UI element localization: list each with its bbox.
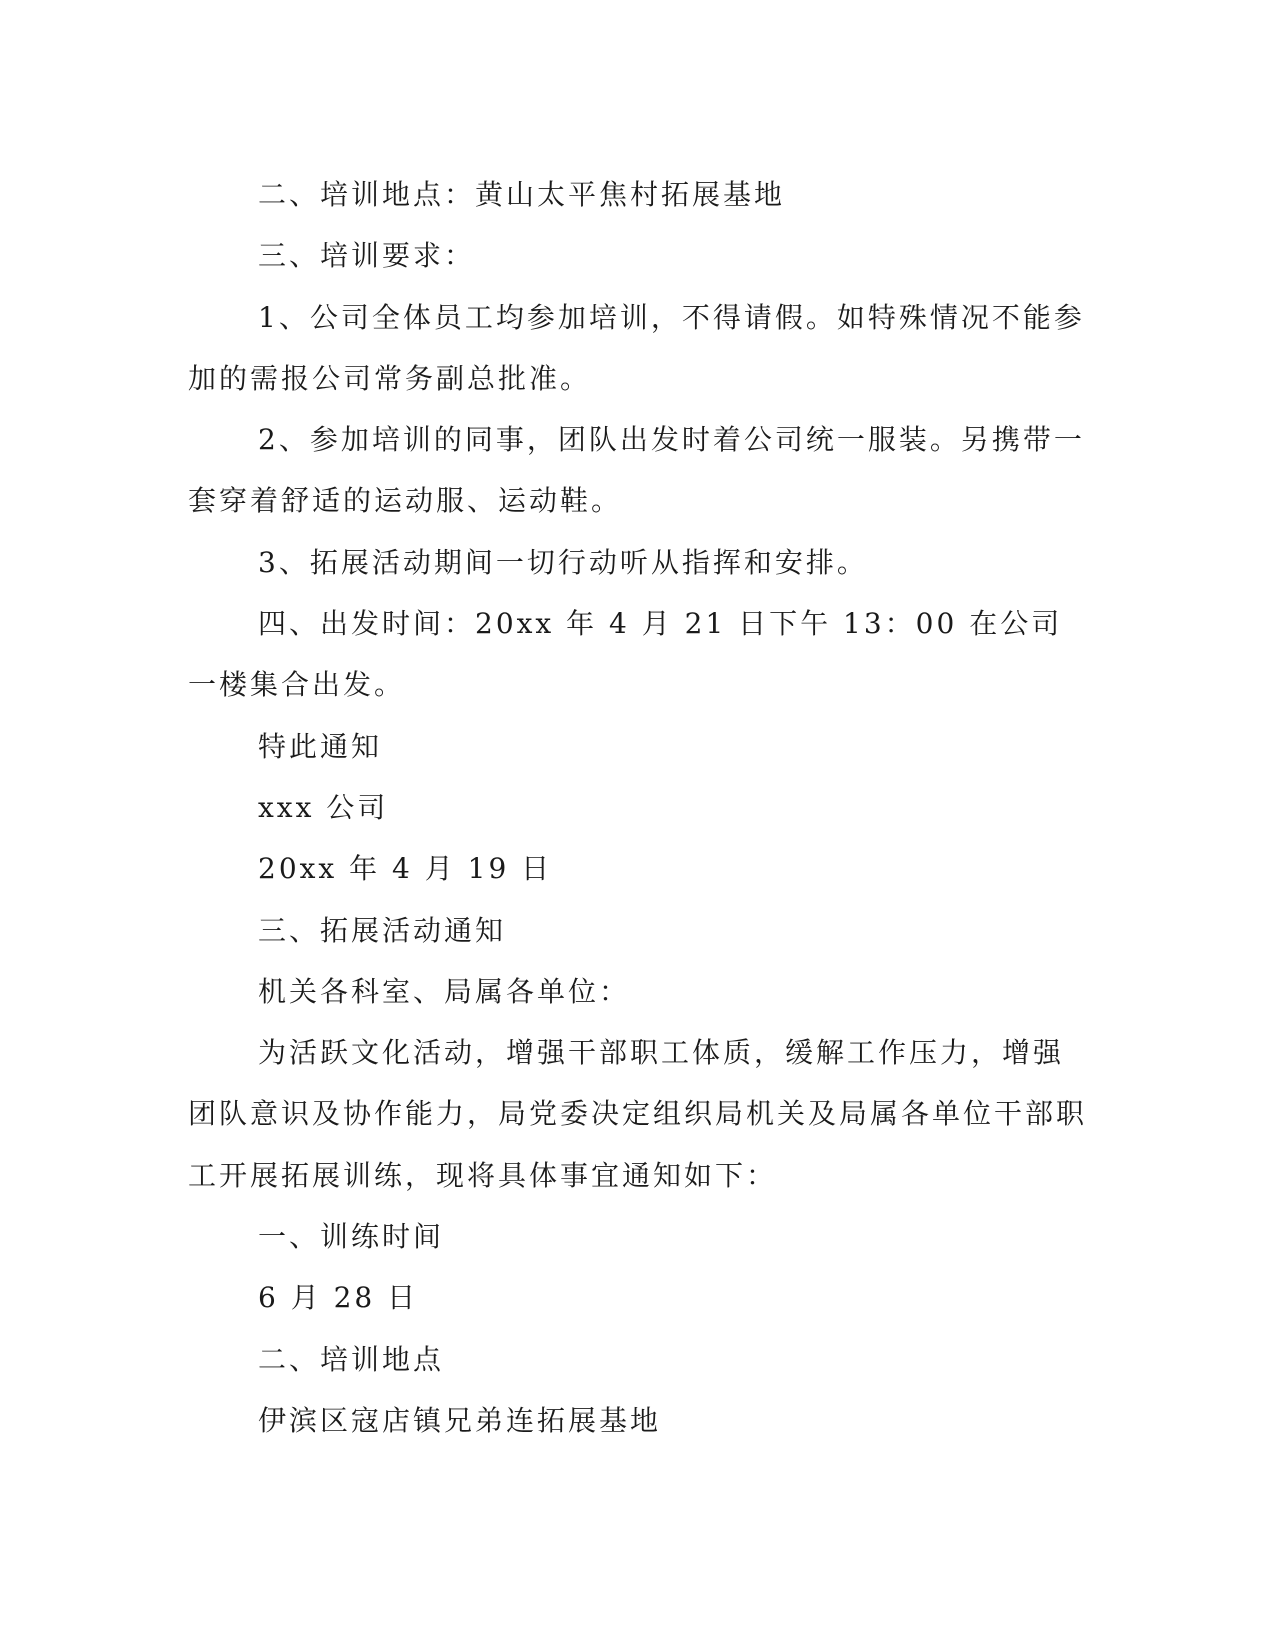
paragraph-training-requirements-heading: 三、培训要求： xyxy=(258,239,476,273)
paragraph-notice-date: 20xx 年 4 月 19 日 xyxy=(258,852,553,886)
paragraph-departure-time: 四、出发时间：20xx 年 4 月 21 日下午 13：00 在公司一楼集合出发。 xyxy=(188,607,1063,702)
paragraph-training-base: 伊滨区寇店镇兄弟连拓展基地 xyxy=(258,1403,662,1437)
paragraph-section-title: 三、拓展活动通知 xyxy=(258,913,507,947)
paragraph-addressee: 机关各科室、局属各单位： xyxy=(258,974,631,1008)
document-body xyxy=(188,164,1088,1451)
paragraph-requirement-2: 2、参加培训的同事，团队出发时着公司统一服装。另携带一套穿着舒适的运动服、运动鞋。 xyxy=(188,423,1085,518)
paragraph-requirement-3: 3、拓展活动期间一切行动听从指挥和安排。 xyxy=(258,545,868,579)
paragraph-training-location: 二、培训地点：黄山太平焦村拓展基地 xyxy=(258,178,786,211)
paragraph-training-time-heading: 一、训练时间 xyxy=(258,1220,445,1254)
paragraph-training-location-heading: 二、培训地点 xyxy=(258,1342,445,1376)
paragraph-requirement-1: 1、公司全体员工均参加培训，不得请假。如特殊情况不能参加的需报公司常务副总批准。 xyxy=(188,300,1085,395)
paragraph-notice-closing: 特此通知 xyxy=(258,729,383,763)
paragraph-notice-purpose: 为活跃文化活动，增强干部职工体质，缓解工作压力，增强团队意识及协作能力，局党委决定组织局机关及局属各单位干部职工开展拓展训练，现将具体事宜通知如下： xyxy=(188,1036,1088,1192)
paragraph-training-date: 6 月 28 日 xyxy=(258,1281,419,1315)
paragraph-company-signature: xxx 公司 xyxy=(258,790,389,824)
